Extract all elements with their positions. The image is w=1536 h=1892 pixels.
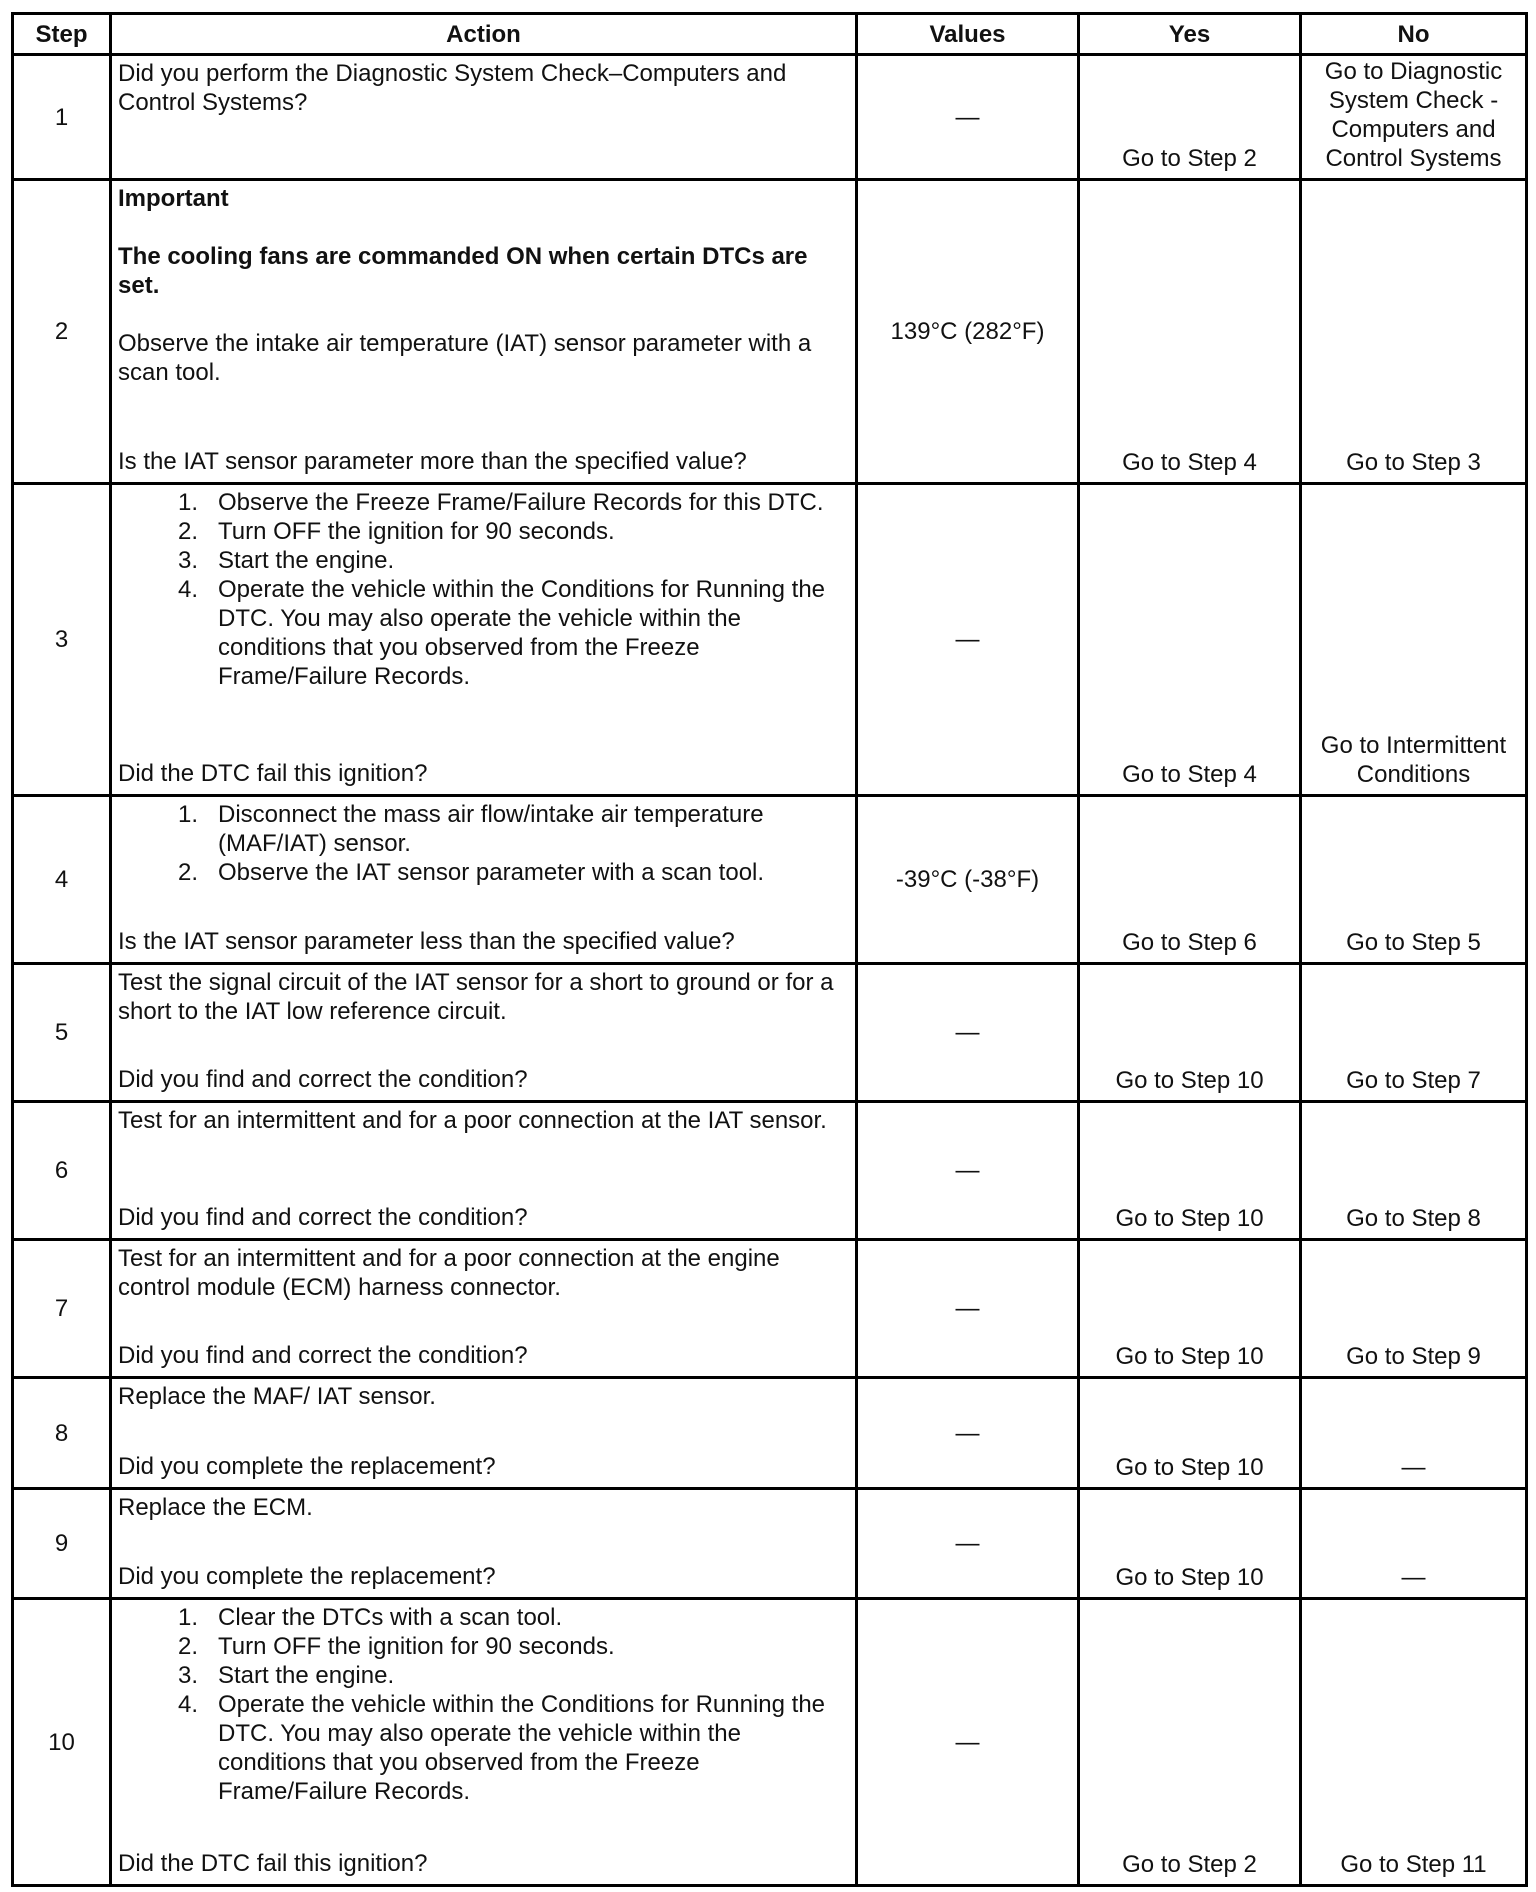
action-content	[118, 1603, 849, 1878]
procedure-list	[118, 1603, 849, 1806]
action-instructions	[118, 1603, 849, 1806]
no-action: Go to Step 7	[1301, 964, 1527, 1102]
action-cell	[111, 796, 857, 964]
procedure-item-number: 2.	[177, 859, 198, 886]
action-cell	[111, 180, 857, 484]
question-text: Did the DTC fail this ignition?	[118, 1850, 428, 1877]
procedure-list	[118, 488, 849, 691]
no-action: —	[1301, 1378, 1527, 1489]
procedure-item	[118, 517, 849, 546]
important-title: Important	[118, 185, 229, 212]
procedure-item-text: Turn OFF the ignition for 90 seconds.	[218, 1633, 615, 1660]
table-row	[13, 55, 1527, 180]
action-instructions	[118, 59, 849, 117]
header-values: Values	[857, 14, 1079, 55]
procedure-item-text: Disconnect the mass air flow/intake air temperature (MAF/IAT) sensor.	[218, 801, 764, 857]
value-cell: —	[857, 1240, 1079, 1378]
no-action: Go to Step 9	[1301, 1240, 1527, 1378]
value-cell: —	[857, 1489, 1079, 1599]
procedure-item-text: Operate the vehicle within the Conditions for Running the DTC. You may also operate the vehicle within the conditions that you observed from the Freeze Frame/Failure Records.	[218, 1691, 826, 1805]
procedure-item-number: 3.	[177, 547, 198, 574]
action-instructions	[118, 1244, 849, 1302]
action-instructions	[118, 1106, 849, 1135]
step-number: 1	[13, 55, 111, 180]
action-cell	[111, 484, 857, 796]
no-action: Go to Step 8	[1301, 1102, 1527, 1240]
spacer	[118, 300, 849, 329]
yes-action: Go to Step 6	[1079, 796, 1301, 964]
table-row	[13, 180, 1527, 484]
step-number: 4	[13, 796, 111, 964]
no-action: Go to Step 11	[1301, 1599, 1527, 1886]
action-content	[118, 59, 849, 172]
action-cell	[111, 1378, 857, 1489]
action-content	[118, 968, 849, 1094]
action-instructions	[118, 1493, 849, 1522]
question-text: Is the IAT sensor parameter less than the specified value?	[118, 928, 735, 955]
procedure-item	[118, 858, 849, 887]
header-action: Action	[111, 14, 857, 55]
procedure-item-text: Observe the IAT sensor parameter with a scan tool.	[218, 859, 765, 886]
procedure-item-text: Clear the DTCs with a scan tool.	[218, 1604, 563, 1631]
action-text: Replace the MAF/ IAT sensor.	[118, 1383, 436, 1410]
value-cell: —	[857, 1378, 1079, 1489]
value-cell: —	[857, 55, 1079, 180]
table-row	[13, 1240, 1527, 1378]
table-row	[13, 1102, 1527, 1240]
procedure-item-text: Turn OFF the ignition for 90 seconds.	[218, 518, 615, 545]
procedure-item-number: 1.	[177, 801, 198, 828]
procedure-item	[118, 575, 849, 691]
yes-action: Go to Step 4	[1079, 484, 1301, 796]
procedure-item-number: 3.	[177, 1662, 198, 1689]
yes-action: Go to Step 10	[1079, 964, 1301, 1102]
procedure-item-number: 1.	[177, 489, 198, 516]
procedure-item-number: 4.	[177, 576, 198, 603]
procedure-item	[118, 1661, 849, 1690]
step-number: 5	[13, 964, 111, 1102]
action-content	[118, 1106, 849, 1232]
action-cell	[111, 55, 857, 180]
procedure-item	[118, 1632, 849, 1661]
table-row	[13, 1599, 1527, 1886]
procedure-item-number: 2.	[177, 1633, 198, 1660]
question-text: Did you find and correct the condition?	[118, 1342, 528, 1369]
no-action: Go to Diagnostic System Check - Computers and Control Systems	[1301, 55, 1527, 180]
value-cell: —	[857, 484, 1079, 796]
action-cell	[111, 1240, 857, 1378]
table-row	[13, 484, 1527, 796]
step-number: 2	[13, 180, 111, 484]
action-content	[118, 184, 849, 476]
action-text: Test for an intermittent and for a poor connection at the engine control module (ECM) harness connector.	[118, 1245, 780, 1301]
diagnostic-table	[11, 12, 1528, 1887]
action-text: Replace the ECM.	[118, 1494, 313, 1521]
important-note: The cooling fans are commanded ON when certain DTCs are set.	[118, 243, 808, 299]
procedure-item	[118, 1690, 849, 1806]
action-cell	[111, 964, 857, 1102]
yes-action: Go to Step 10	[1079, 1378, 1301, 1489]
procedure-item	[118, 488, 849, 517]
action-text: Observe the intake air temperature (IAT) sensor parameter with a scan tool.	[118, 330, 812, 386]
value-cell: -39°C (-38°F)	[857, 796, 1079, 964]
yes-action: Go to Step 10	[1079, 1102, 1301, 1240]
no-action: Go to Step 3	[1301, 180, 1527, 484]
question-text: Did you find and correct the condition?	[118, 1204, 528, 1231]
diagnostic-table-container	[11, 12, 1525, 1887]
yes-action: Go to Step 4	[1079, 180, 1301, 484]
action-instructions	[118, 800, 849, 887]
action-text: Test the signal circuit of the IAT sensor for a short to ground or for a short to the IAT low reference circuit.	[118, 969, 834, 1025]
procedure-list	[118, 800, 849, 887]
yes-action: Go to Step 10	[1079, 1489, 1301, 1599]
table-row	[13, 1489, 1527, 1599]
question-text: Is the IAT sensor parameter more than the specified value?	[118, 448, 747, 475]
procedure-item-text: Operate the vehicle within the Conditions for Running the DTC. You may also operate the vehicle within the conditions that you observed from the Freeze Frame/Failure Records.	[218, 576, 826, 690]
action-instructions	[118, 968, 849, 1026]
procedure-item	[118, 800, 849, 858]
procedure-item-text: Start the engine.	[218, 547, 395, 574]
step-number: 10	[13, 1599, 111, 1886]
table-body	[13, 55, 1527, 1886]
action-text: Test for an intermittent and for a poor connection at the IAT sensor.	[118, 1107, 827, 1134]
table-row	[13, 1378, 1527, 1489]
yes-action: Go to Step 2	[1079, 1599, 1301, 1886]
procedure-item-number: 4.	[177, 1691, 198, 1718]
step-number: 7	[13, 1240, 111, 1378]
action-cell	[111, 1599, 857, 1886]
procedure-item-text: Observe the Freeze Frame/Failure Records for this DTC.	[218, 489, 824, 516]
question-text: Did you complete the replacement?	[118, 1563, 496, 1590]
action-cell	[111, 1102, 857, 1240]
value-cell: —	[857, 1599, 1079, 1886]
question-text: Did the DTC fail this ignition?	[118, 760, 428, 787]
procedure-item-number: 2.	[177, 518, 198, 545]
procedure-item	[118, 1603, 849, 1632]
table-row	[13, 964, 1527, 1102]
no-action: Go to Intermittent Conditions	[1301, 484, 1527, 796]
procedure-item	[118, 546, 849, 575]
action-content	[118, 1244, 849, 1370]
step-number: 6	[13, 1102, 111, 1240]
question-text: Did you complete the replacement?	[118, 1453, 496, 1480]
header-row	[13, 14, 1527, 55]
procedure-item-text: Start the engine.	[218, 1662, 395, 1689]
step-number: 3	[13, 484, 111, 796]
value-cell: —	[857, 1102, 1079, 1240]
procedure-item-number: 1.	[177, 1604, 198, 1631]
header-step: Step	[13, 14, 111, 55]
header-yes: Yes	[1079, 14, 1301, 55]
table-row	[13, 796, 1527, 964]
action-instructions	[118, 488, 849, 691]
action-text: Did you perform the Diagnostic System Check–Computers and Control Systems?	[118, 60, 787, 116]
spacer	[118, 213, 849, 242]
action-content	[118, 1382, 849, 1481]
action-content	[118, 800, 849, 956]
action-content	[118, 488, 849, 788]
step-number: 8	[13, 1378, 111, 1489]
question-text: Did you find and correct the condition?	[118, 1066, 528, 1093]
no-action: Go to Step 5	[1301, 796, 1527, 964]
step-number: 9	[13, 1489, 111, 1599]
action-instructions	[118, 184, 849, 387]
action-cell	[111, 1489, 857, 1599]
yes-action: Go to Step 10	[1079, 1240, 1301, 1378]
yes-action: Go to Step 2	[1079, 55, 1301, 180]
action-instructions	[118, 1382, 849, 1411]
action-content	[118, 1493, 849, 1591]
no-action: —	[1301, 1489, 1527, 1599]
header-no: No	[1301, 14, 1527, 55]
value-cell: —	[857, 964, 1079, 1102]
value-cell: 139°C (282°F)	[857, 180, 1079, 484]
